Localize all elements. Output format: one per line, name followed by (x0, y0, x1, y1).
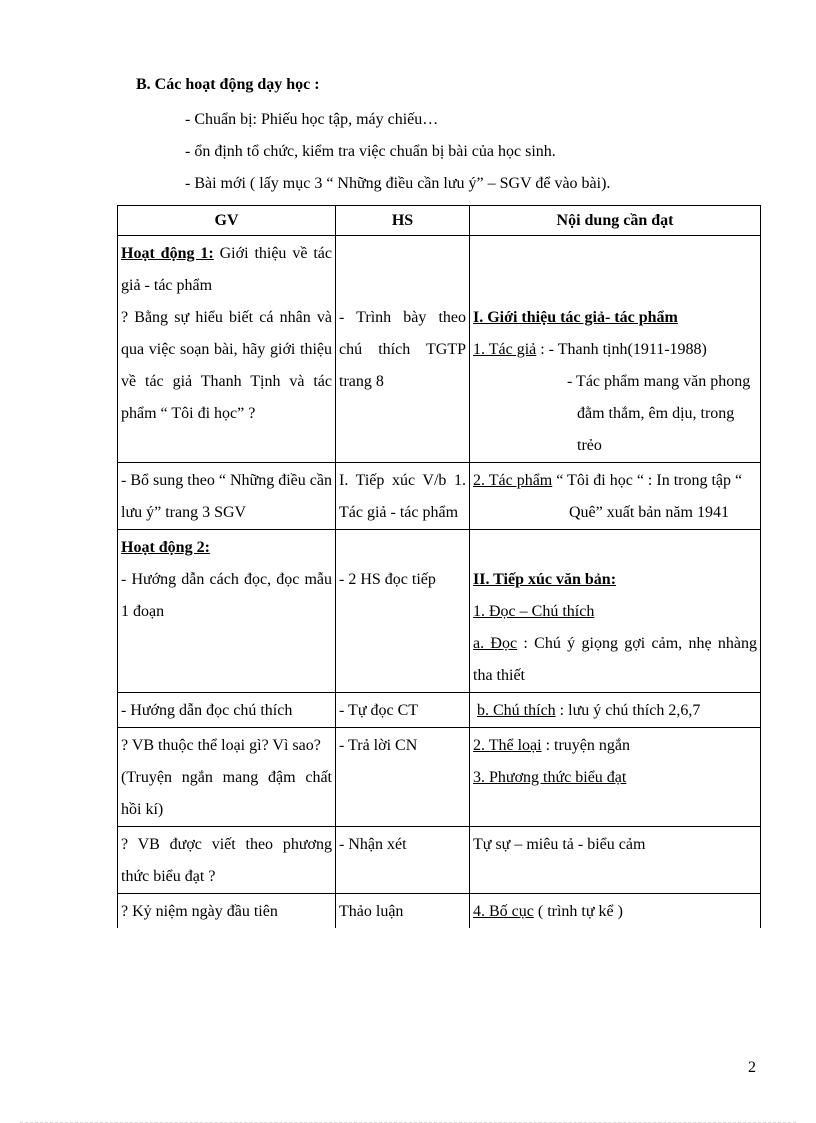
gv-reading-guide: - Hướng dẫn cách đọc, đọc mẫu 1 đoạn (121, 571, 332, 620)
gv-cell: - Bổ sung theo “ Những điều cần lưu ý” trang 3 SGV (118, 463, 336, 530)
notes-text: : lưu ý chú thích 2,6,7 (555, 702, 701, 719)
structure-label: 4. Bố cục (473, 903, 534, 920)
page-number: 2 (748, 1059, 756, 1076)
hs-cell: - Trả lời CN (336, 728, 470, 827)
work-style-text: đằm thắm, êm dịu, trong trẻo (577, 405, 735, 454)
gv-cell: ? Kỷ niệm ngày đầu tiên (118, 894, 336, 929)
bullet-preparation: - Chuẩn bị: Phiếu học tập, máy chiếu… (185, 111, 439, 128)
structure-text: ( trình tự kể ) (533, 903, 623, 920)
gv-question-1: ? Bằng sự hiểu biết cá nhân và qua việc soạn bài, hãy giới thiệu về tác giả Thanh Tịnh và tác phẩm “ Tôi đi học” ? (121, 309, 332, 422)
author-text: : - Thanh tịnh(1911-1988) (536, 341, 707, 358)
header-gv: GV (118, 206, 336, 236)
table-row (118, 236, 761, 463)
table-row (118, 693, 761, 728)
activity-1-title-rest: Giới thiệu về tác giả - tác phẩm (121, 245, 332, 294)
bullet-new-lesson: - Bài mới ( lấy mục 3 “ Những điều cần lưu ý” – SGV để vào bài). (185, 175, 611, 192)
content-cell (470, 894, 761, 929)
gv-cell (118, 530, 336, 693)
hs-cell: - Tự đọc CT (336, 693, 470, 728)
hs-answer-1: - Trình bày theo chú thích TGTP trang 8 (339, 309, 466, 390)
genre-label: 2. Thể loại (473, 737, 542, 754)
bullet-organization: - ổn định tổ chức, kiểm tra việc chuẩn bị bài của học sinh. (185, 143, 556, 160)
content-cell (470, 463, 761, 530)
hs-cell: - Nhận xét (336, 827, 470, 894)
hs-cell: I. Tiếp xúc V/b 1. Tác giả - tác phẩm (336, 463, 470, 530)
table-row (118, 827, 761, 894)
reading-subtitle: 1. Đọc – Chú thích (473, 603, 595, 620)
content-section-1-title: I. Giới thiệu tác giả- tác phẩm (473, 309, 678, 326)
hs-cell (336, 236, 470, 463)
lesson-table (117, 205, 761, 928)
content-cell (470, 530, 761, 693)
content-cell (470, 236, 761, 463)
hs-reading: - 2 HS đọc tiếp (339, 571, 436, 588)
table-row (118, 894, 761, 929)
content-cell: Tự sự – miêu tả - biểu cảm (470, 827, 761, 894)
table-row (118, 463, 761, 530)
content-cell (470, 693, 761, 728)
work-style-line: - Tác phẩm mang văn phong (567, 373, 751, 390)
table-row (118, 530, 761, 693)
hs-cell: Thảo luận (336, 894, 470, 929)
gv-cell: ? VB được viết theo phương thức biểu đạt ? (118, 827, 336, 894)
genre-text: : truyện ngắn (541, 737, 630, 754)
gv-genre-question: ? VB thuộc thể loại gì? Vì sao? (121, 737, 321, 754)
activity-1-title: Hoạt động 1: (121, 245, 214, 262)
work-publication: Quê” xuất bản năm 1941 (569, 504, 729, 521)
header-hs: HS (336, 206, 470, 236)
table-header-row (118, 206, 761, 236)
activity-2-title: Hoạt động 2: (121, 539, 210, 556)
header-content: Nội dung cần đạt (470, 206, 761, 236)
content-section-2-title: II. Tiếp xúc văn bản: (473, 571, 617, 588)
content-cell (470, 728, 761, 827)
gv-cell: - Hướng dẫn đọc chú thích (118, 693, 336, 728)
reading-text: : Chú ý giọng gợi cảm, nhẹ nhàng tha thiết (473, 635, 757, 684)
reading-label: a. Đọc (473, 635, 518, 652)
gv-cell (118, 236, 336, 463)
work-label: 2. Tác phẩm (473, 472, 553, 489)
gv-genre-note: (Truyện ngắn mang đậm chất hồi kí) (121, 769, 332, 818)
gv-cell (118, 728, 336, 827)
section-heading: B. Các hoạt động dạy học : (136, 76, 320, 93)
work-text: “ Tôi đi học “ : In trong tập “ (552, 472, 743, 489)
expression-method-label: 3. Phương thức biểu đạt (473, 769, 627, 786)
author-label: 1. Tác giả (473, 341, 537, 358)
notes-label: b. Chú thích (477, 702, 556, 719)
table-row (118, 728, 761, 827)
hs-cell (336, 530, 470, 693)
